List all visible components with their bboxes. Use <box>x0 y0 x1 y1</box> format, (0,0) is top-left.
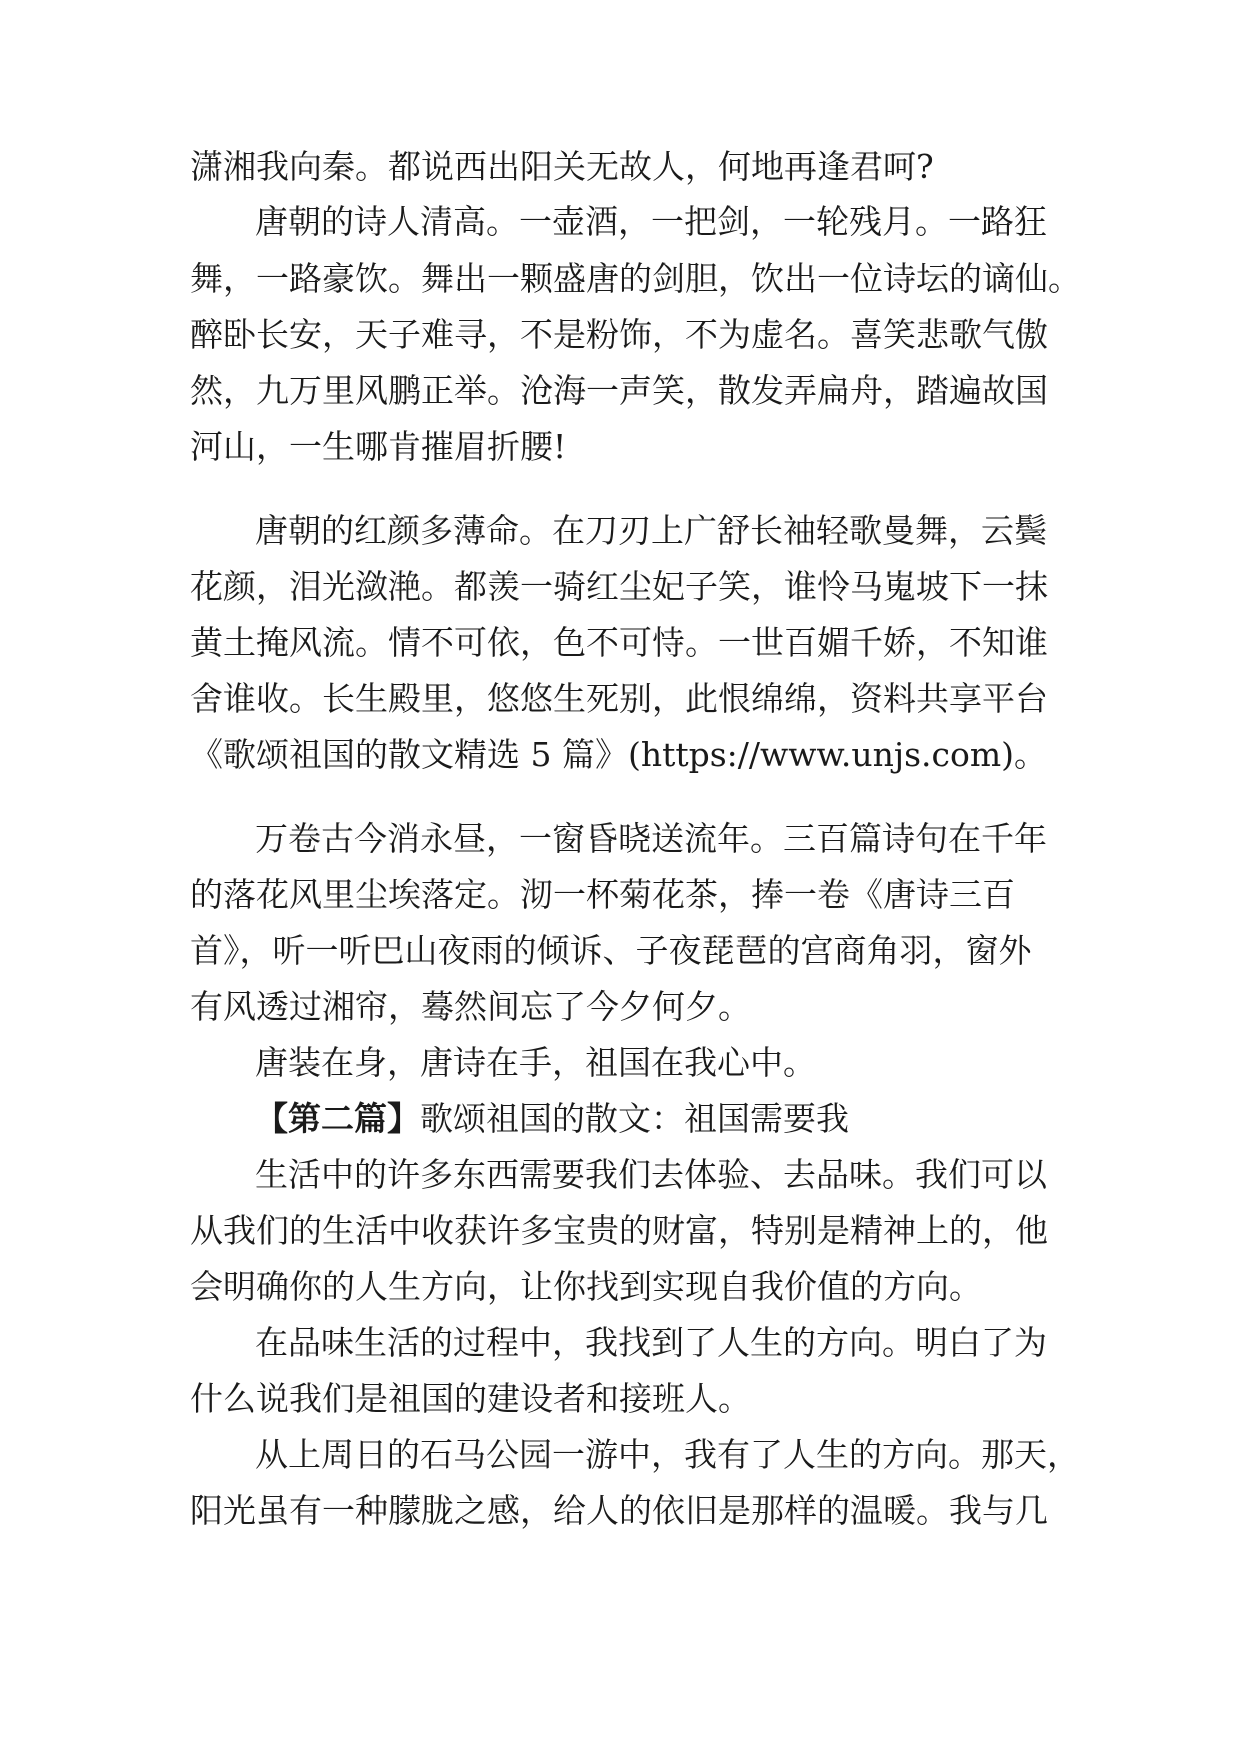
paragraph-line: 然，九万里风鹏正举。沧海一声笑，散发弄扁舟，踏遍故国 <box>190 371 1048 410</box>
paragraph-line: 会明确你的人生方向，让你找到实现自我价值的方向。 <box>190 1267 982 1306</box>
paragraph-line: 的落花风里尘埃落定。沏一杯菊花茶，捧一卷《唐诗三百 <box>190 875 1015 914</box>
paragraph-line: 舞，一路豪饮。舞出一颗盛唐的剑胆，饮出一位诗坛的谪仙。 <box>190 259 1081 298</box>
paragraph-line: 从我们的生活中收获许多宝贵的财富，特别是精神上的，他 <box>190 1211 1048 1250</box>
paragraph-line: 什么说我们是祖国的建设者和接班人。 <box>190 1379 751 1418</box>
section-heading <box>255 1091 1241 1147</box>
section-heading-title: 歌颂祖国的散文：祖国需要我 <box>420 1099 849 1138</box>
paragraph-line: 唐朝的红颜多薄命。在刀刃上广舒长袖轻歌曼舞，云鬓 <box>255 511 1047 550</box>
text-line-1: 潇湘我向秦。都说西出阳关无故人，何地再逢君呵? <box>190 147 934 186</box>
paragraph-line: 唐装在身，唐诗在手，祖国在我心中。 <box>255 1043 816 1082</box>
paragraph-line: 河山，一生哪肯摧眉折腰! <box>190 427 567 466</box>
paragraph-line: 花颜，泪光潋滟。都羡一骑红尘妃子笑，谁怜马嵬坡下一抹 <box>190 567 1048 606</box>
paragraph-line: 《歌颂祖国的散文精选 5 篇》(https://www.unjs.com)。 <box>190 735 1048 774</box>
paragraph-line: 醉卧长安，天子难寻，不是粉饰，不为虚名。喜笑悲歌气傲 <box>190 315 1048 354</box>
paragraph-line: 黄土掩风流。情不可依，色不可恃。一世百媚千娇，不知谁 <box>190 623 1048 662</box>
paragraph-line: 首》，听一听巴山夜雨的倾诉、子夜琵琶的宫商角羽，窗外 <box>190 931 1032 970</box>
paragraph-line: 从上周日的石马公园一游中，我有了人生的方向。那天， <box>255 1435 1080 1474</box>
paragraph-line: 有风透过湘帘，蓦然间忘了今夕何夕。 <box>190 987 751 1026</box>
paragraph-line: 舍谁收。长生殿里，悠悠生死别，此恨绵绵，资料共享平台 <box>190 679 1048 718</box>
paragraph-line: 在品味生活的过程中，我找到了人生的方向。明白了为 <box>255 1323 1047 1362</box>
paragraph-line: 唐朝的诗人清高。一壶酒，一把剑，一轮残月。一路狂 <box>255 202 1047 241</box>
paragraph-line: 万卷古今消永昼，一窗昏晓送流年。三百篇诗句在千年 <box>255 819 1047 858</box>
paragraph-line: 阳光虽有一种朦胧之感，给人的依旧是那样的温暖。我与几 <box>190 1491 1048 1530</box>
paragraph-line: 生活中的许多东西需要我们去体验、去品味。我们可以 <box>255 1155 1047 1194</box>
section-heading-marker: 【第二篇】 <box>255 1099 420 1138</box>
